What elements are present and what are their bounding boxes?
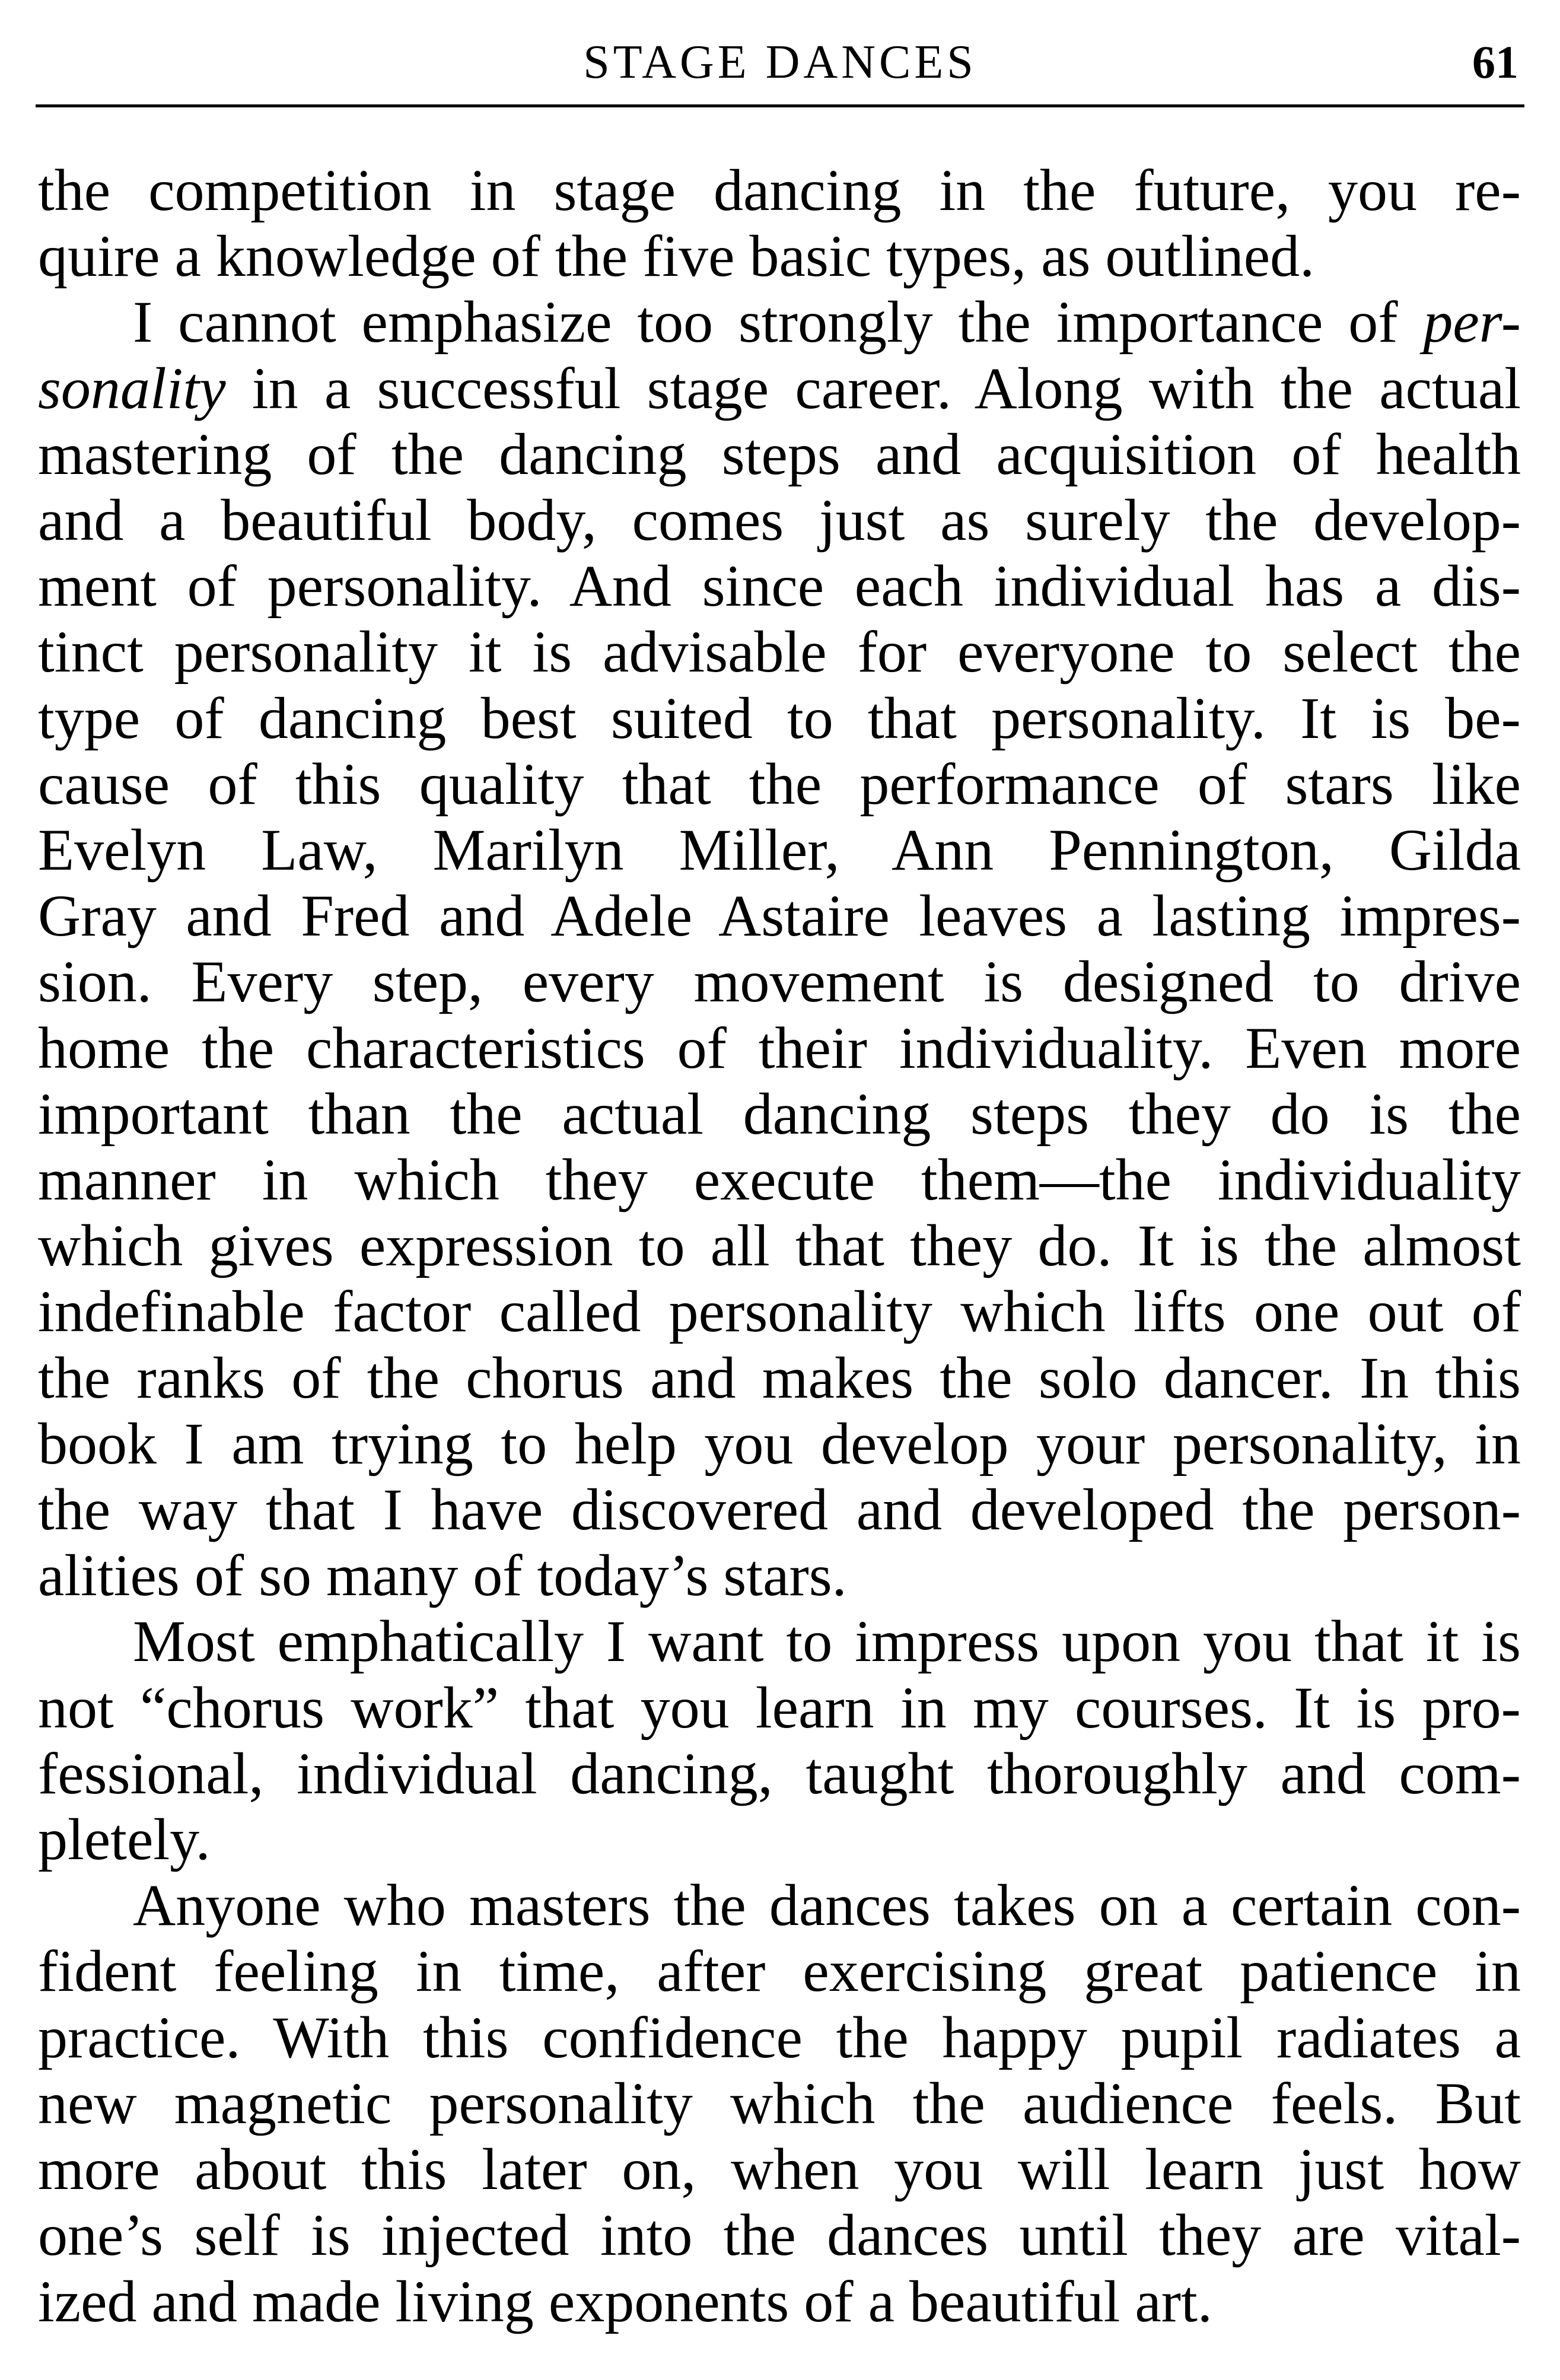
- text-fragment: in a successful stage career. Along with the actual: [225, 355, 1521, 421]
- text-line: sion. Every step, every movement is designed to drive: [38, 949, 1521, 1015]
- text-line: the competition in stage dancing in the future, you re-: [38, 157, 1521, 223]
- text-line: cause of this quality that the performance of stars like: [38, 750, 1521, 817]
- text-line: quire a knowledge of the five basic types, as outlined.: [38, 223, 1315, 289]
- text-line: practice. With this confidence the happy pupil radiates a: [38, 2004, 1521, 2070]
- text-line: the way that I have discovered and developed the person-: [38, 1477, 1521, 1543]
- text-line: one’s self is injected into the dances until they are vital-: [38, 2202, 1521, 2268]
- text-line: [38, 355, 1521, 421]
- paragraph-1: [38, 157, 1521, 289]
- body-text: [38, 157, 1521, 2334]
- text-fragment: I cannot emphasize too strongly the importance of: [133, 289, 1424, 355]
- paragraph-2: [38, 289, 1521, 1608]
- text-line: and a beautiful body, comes just as surely the develop-: [38, 487, 1521, 553]
- text-line: the ranks of the chorus and makes the solo dancer. In this: [38, 1344, 1521, 1411]
- running-head: [36, 30, 1524, 101]
- text-line: new magnetic personality which the audience feels. But: [38, 2070, 1521, 2136]
- text-line: Anyone who masters the dances takes on a certain con-: [133, 1872, 1521, 1939]
- header-rule: [36, 104, 1524, 107]
- text-line: book I am trying to help you develop your personality, in: [38, 1410, 1521, 1477]
- text-line: Most emphatically I want to impress upon you that it is: [133, 1608, 1521, 1675]
- text-line: ment of personality. And since each individual has a dis-: [38, 553, 1521, 619]
- paragraph-4: [38, 1872, 1521, 2334]
- text-line: more about this later on, when you will learn just how: [38, 2136, 1521, 2203]
- running-title: STAGE DANCES: [583, 36, 977, 88]
- text-line: pletely.: [38, 1806, 211, 1873]
- text-line: [38, 289, 1521, 355]
- text-line: which gives expression to all that they do. It is the almost: [38, 1213, 1521, 1279]
- text-line: fident feeling in time, after exercising great patience in: [38, 1938, 1521, 2004]
- text-line: home the characteristics of their individuality. Even more: [38, 1014, 1521, 1081]
- text-line: manner in which they execute them—the individuality: [38, 1147, 1521, 1213]
- text-line: ized and made living exponents of a beautiful art.: [38, 2268, 1212, 2334]
- text-line: important than the actual dancing steps they do is the: [38, 1080, 1521, 1147]
- text-line: not “chorus work” that you learn in my courses. It is pro-: [38, 1674, 1521, 1741]
- text-line: fessional, individual dancing, taught thoroughly and com-: [38, 1740, 1521, 1806]
- text-line: tinct personality it is advisable for everyone to select the: [38, 619, 1521, 685]
- text-line: mastering of the dancing steps and acquisition of health: [38, 421, 1521, 487]
- emphasis-text: per-: [1423, 289, 1521, 355]
- text-line: Gray and Fred and Adele Astaire leaves a lasting impres-: [38, 883, 1521, 949]
- text-line: Evelyn Law, Marilyn Miller, Ann Pennington, Gilda: [38, 817, 1521, 883]
- text-line: alities of so many of today’s stars.: [38, 1542, 847, 1609]
- text-line: type of dancing best suited to that personality. It is be-: [38, 685, 1521, 751]
- emphasis-text: sonality: [38, 355, 226, 421]
- text-line: indefinable factor called personality which lifts one out of: [38, 1278, 1521, 1345]
- page-number: 61: [1472, 36, 1518, 88]
- paragraph-3: [38, 1608, 1521, 1872]
